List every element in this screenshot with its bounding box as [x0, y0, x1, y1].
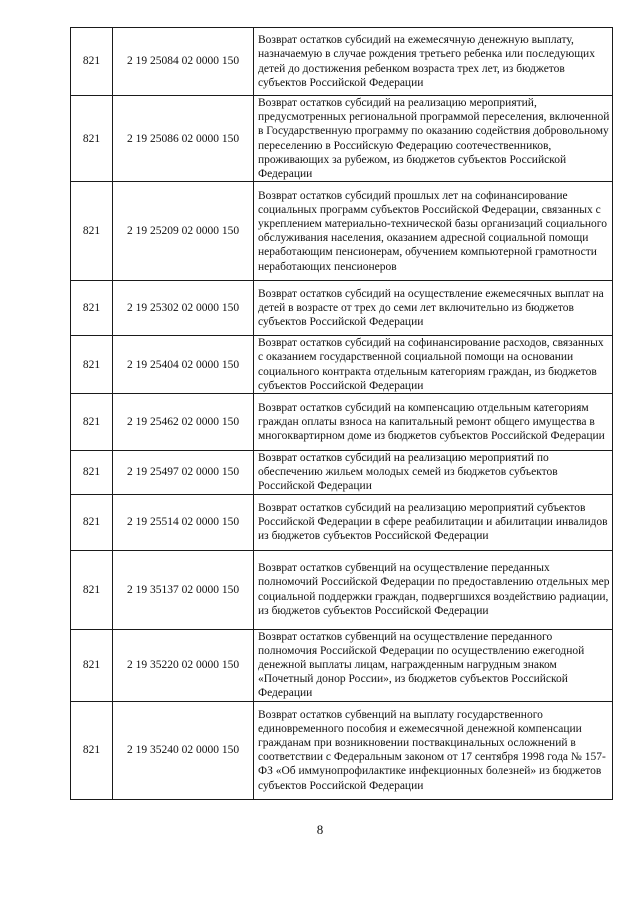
kbk-code-cell: 2 19 25514 02 0000 150	[113, 494, 254, 550]
table-row	[71, 182, 613, 281]
admin-code-cell: 821	[71, 96, 113, 182]
description-cell: Возврат остатков субвенций на осуществление переданного полномочия Российской Федерации по осуществлению ежегодной денежной выплаты лицам, награжденным нагрудным знаком «Почетный донор России», из бюджетов субъектов Российской Федерации	[254, 629, 613, 701]
table-row	[71, 281, 613, 336]
description-cell: Возврат остатков субсидий на софинансирование расходов, связанных с оказанием государственной социальной помощи на основании социального контракта отдельным категориям граждан, из бюджетов субъектов Российской Федерации	[254, 336, 613, 394]
admin-code-cell: 821	[71, 550, 113, 629]
admin-code-cell: 821	[71, 451, 113, 495]
description-cell: Возврат остатков субвенций на выплату государственного единовременного пособия и ежемесячной денежной компенсации гражданам при возникновении поствакцинальных осложнений в соответствии с Федеральным законом от 17 сентября 1998 года № 157-ФЗ «Об иммунопрофилактике инфекционных болезней» из бюджетов субъектов Российской Федерации	[254, 701, 613, 799]
kbk-code-cell: 2 19 35137 02 0000 150	[113, 550, 254, 629]
table-row	[71, 629, 613, 701]
admin-code-cell: 821	[71, 336, 113, 394]
description-cell: Возврат остатков субсидий на ежемесячную денежную выплату, назначаемую в случае рождения третьего ребенка или последующих детей до достижения ребенком возраста трех лет, из бюджетов субъектов Российской Федерации	[254, 28, 613, 96]
revenue-codes-table	[70, 27, 613, 800]
table-row	[71, 336, 613, 394]
description-cell: Возврат остатков субсидий на компенсацию отдельным категориям граждан оплаты взноса на капитальный ремонт общего имущества в многоквартирном доме из бюджетов субъектов Российской Федерации	[254, 394, 613, 451]
kbk-code-cell: 2 19 25084 02 0000 150	[113, 28, 254, 96]
admin-code-cell: 821	[71, 494, 113, 550]
table-row	[71, 550, 613, 629]
kbk-code-cell: 2 19 25404 02 0000 150	[113, 336, 254, 394]
admin-code-cell: 821	[71, 629, 113, 701]
description-cell: Возврат остатков субсидий на осуществление ежемесячных выплат на детей в возрасте от трех до семи лет включительно из бюджетов субъектов Российской Федерации	[254, 281, 613, 336]
kbk-code-cell: 2 19 25497 02 0000 150	[113, 451, 254, 495]
table-row	[71, 394, 613, 451]
description-cell: Возврат остатков субсидий на реализацию мероприятий субъектов Российской Федерации в сфере реабилитации и абилитации инвалидов из бюджетов субъектов Российской Федерации	[254, 494, 613, 550]
description-cell: Возврат остатков субсидий на реализацию мероприятий, предусмотренных региональной программой переселения, включенной в Государственную программу по оказанию содействия добровольному переселению в Российскую Федерацию соотечественников, проживающих за рубежом, из бюджетов субъектов Российской Федерации	[254, 96, 613, 182]
table-row	[71, 701, 613, 799]
admin-code-cell: 821	[71, 182, 113, 281]
admin-code-cell: 821	[71, 28, 113, 96]
kbk-code-cell: 2 19 25086 02 0000 150	[113, 96, 254, 182]
table-body	[71, 28, 613, 800]
kbk-code-cell: 2 19 35220 02 0000 150	[113, 629, 254, 701]
kbk-code-cell: 2 19 35240 02 0000 150	[113, 701, 254, 799]
kbk-code-cell: 2 19 25302 02 0000 150	[113, 281, 254, 336]
table-row	[71, 96, 613, 182]
description-cell: Возврат остатков субвенций на осуществление переданных полномочий Российской Федерации по предоставлению отдельных мер социальной поддержки граждан, подвергшихся воздействию радиации, из бюджетов субъектов Российской Федерации	[254, 550, 613, 629]
table-row	[71, 28, 613, 96]
kbk-code-cell: 2 19 25209 02 0000 150	[113, 182, 254, 281]
table-row	[71, 494, 613, 550]
admin-code-cell: 821	[71, 701, 113, 799]
description-cell: Возврат остатков субсидий прошлых лет на софинансирование социальных программ субъектов Российской Федерации, связанных с укреплением материально-технической базы организаций социального обслуживания населения, оказанием адресной социальной помощи неработающим пенсионерам, обучением компьютерной грамотности неработающих пенсионеров	[254, 182, 613, 281]
admin-code-cell: 821	[71, 281, 113, 336]
description-cell: Возврат остатков субсидий на реализацию мероприятий по обеспечению жильем молодых семей из бюджетов субъектов Российской Федерации	[254, 451, 613, 495]
admin-code-cell: 821	[71, 394, 113, 451]
page-number: 8	[316, 822, 324, 837]
table-row	[71, 451, 613, 495]
kbk-code-cell: 2 19 25462 02 0000 150	[113, 394, 254, 451]
